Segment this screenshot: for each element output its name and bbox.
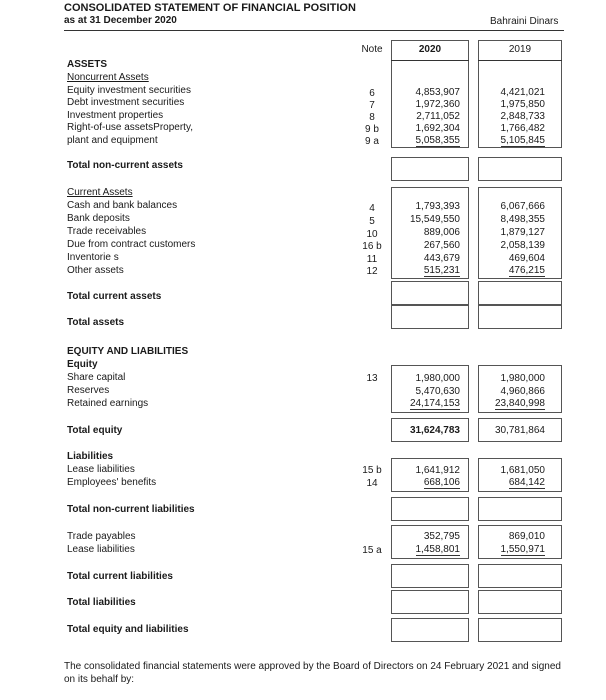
row-value-2020: 1,692,304: [415, 123, 460, 134]
row-label: Equity investment securities: [67, 85, 191, 96]
row-value-2019: 5,105,845: [500, 135, 545, 146]
box-2019-total-eq-liab: [478, 618, 562, 642]
total-current-assets-label: Total current assets: [67, 291, 162, 302]
row-value-2020: 15,549,550: [409, 214, 460, 225]
row-label: Other assets: [67, 265, 124, 276]
box-2020-total-liab: [391, 590, 469, 614]
equity-liabilities-heading: EQUITY AND LIABILITIES: [67, 346, 189, 357]
row-value-2020: 1,972,360: [415, 99, 460, 110]
row-value-2019: 1,766,482: [500, 123, 545, 134]
header-rule: [64, 30, 564, 31]
box-2020-total-noncurrent: [391, 157, 469, 181]
box-2019-total-nc-liab: [478, 497, 562, 521]
row-value-2020: 889,006: [423, 227, 460, 238]
equity-subheading: Equity: [67, 359, 98, 370]
row-value-2020: 1,793,393: [415, 201, 460, 212]
box-2020-total-eq-liab: [391, 618, 469, 642]
row-note: 9 b: [365, 124, 379, 135]
row-note: 12: [366, 266, 378, 277]
row-value-2019: 2,058,139: [500, 240, 545, 251]
row-value-2019: 476,215: [508, 265, 545, 276]
row-note: 8: [369, 112, 375, 123]
row-label: Employees' benefits: [67, 477, 157, 488]
box-2019-total-liab: [478, 590, 562, 614]
row-label: Trade receivables: [67, 226, 147, 237]
header-underline-2019: [478, 60, 562, 61]
row-value-2020: 4,853,907: [415, 87, 460, 98]
row-label: Reserves: [67, 385, 110, 396]
statement-date: as at 31 December 2020: [64, 15, 177, 26]
row-note: 4: [369, 203, 375, 214]
total-equity-2020: 31,624,783: [409, 425, 460, 436]
row-note: 6: [369, 88, 375, 99]
total-noncurrent-assets-label: Total non-current assets: [67, 160, 183, 171]
row-value-2019: 4,421,021: [500, 87, 545, 98]
total-equity-liabilities-label: Total equity and liabilities: [67, 624, 189, 635]
box-2020-total-assets: [391, 305, 469, 329]
row-value-2020: 1,980,000: [415, 373, 460, 384]
row-value-2019: 1,975,850: [500, 99, 545, 110]
total-equity-label: Total equity: [67, 425, 123, 436]
noncurrent-assets-heading: Noncurrent Assets: [67, 72, 149, 83]
row-value-2020: 668,106: [423, 477, 460, 488]
row-value-2019: 1,879,127: [500, 227, 545, 238]
row-value-2020: 1,641,912: [415, 465, 460, 476]
row-note: 11: [366, 254, 378, 265]
row-label: Bank deposits: [67, 213, 130, 224]
row-value-2019: 4,960,866: [500, 386, 545, 397]
row-label: Retained earnings: [67, 398, 149, 409]
row-value-2020: 352,795: [423, 531, 460, 542]
row-label: Lease liabilities: [67, 464, 135, 475]
row-note: 15 b: [362, 465, 382, 476]
row-label: Lease liabilities: [67, 544, 135, 555]
row-label: Trade payables: [67, 531, 136, 542]
row-label: Share capital: [67, 372, 126, 383]
row-note: 9 a: [365, 136, 379, 147]
row-label: Inventorie s: [67, 252, 119, 263]
row-value-2020: 443,679: [423, 253, 460, 264]
approval-note: The consolidated financial statements were approved by the Board of Directors on 24 February 2021 and signed on its behalf by:: [64, 661, 561, 685]
row-label: plant and equipment: [67, 135, 158, 146]
assets-heading: ASSETS: [67, 59, 108, 70]
box-2019-total-current-liab: [478, 564, 562, 588]
row-value-2019: 869,010: [508, 531, 545, 542]
row-value-2020: 5,470,630: [415, 386, 460, 397]
row-note: 5: [369, 216, 375, 227]
row-value-2020: 2,711,052: [416, 111, 460, 122]
row-value-2019: 1,980,000: [500, 373, 545, 384]
year-2020-header: 2020: [418, 44, 442, 55]
total-liabilities-label: Total liabilities: [67, 597, 136, 608]
total-noncurrent-liabilities-label: Total non-current liabilities: [67, 504, 195, 515]
row-label: Investment properties: [67, 110, 164, 121]
row-value-2020: 5,058,355: [415, 135, 460, 146]
row-value-2019: 6,067,666: [500, 201, 545, 212]
row-note: 14: [366, 478, 378, 489]
row-value-2020: 267,560: [423, 240, 460, 251]
row-label: Debt investment securities: [67, 97, 185, 108]
header-underline-2020: [391, 60, 469, 61]
row-value-2019: 23,840,998: [494, 398, 545, 409]
row-note: 16 b: [362, 241, 382, 252]
row-label: Due from contract customers: [67, 239, 196, 250]
row-note: 15 a: [362, 545, 382, 556]
row-value-2019: 469,604: [508, 253, 545, 264]
row-value-2019: 2,848,733: [500, 111, 545, 122]
box-2019-total-assets: [478, 305, 562, 329]
box-2020-total-nc-liab: [391, 497, 469, 521]
total-equity-2019: 30,781,864: [494, 425, 545, 436]
row-value-2019: 1,681,050: [500, 465, 545, 476]
year-2019-header: 2019: [508, 44, 532, 55]
row-value-2019: 8,498,355: [500, 214, 545, 225]
total-assets-label: Total assets: [67, 317, 125, 328]
row-note: 13: [366, 373, 378, 384]
liabilities-heading: Liabilities: [67, 451, 114, 462]
box-2020-total-current-liab: [391, 564, 469, 588]
row-note: 7: [369, 100, 375, 111]
box-2019-total-current: [478, 281, 562, 305]
row-value-2019: 684,142: [508, 477, 545, 488]
row-value-2019: 1,550,971: [500, 544, 545, 555]
row-value-2020: 24,174,153: [409, 398, 460, 409]
statement-title: CONSOLIDATED STATEMENT OF FINANCIAL POSITION: [64, 2, 356, 14]
row-label: Cash and bank balances: [67, 200, 178, 211]
row-value-2020: 1,458,801: [415, 544, 460, 555]
total-current-liabilities-label: Total current liabilities: [67, 571, 173, 582]
box-2020-total-current: [391, 281, 469, 305]
row-value-2020: 515,231: [423, 265, 460, 276]
row-note: 10: [366, 229, 378, 240]
note-column-header: Note: [361, 44, 383, 55]
currency-label: Bahraini Dinars: [490, 16, 559, 27]
current-assets-heading: Current Assets: [67, 187, 133, 198]
box-2019-total-noncurrent: [478, 157, 562, 181]
row-label: Right-of-use assetsProperty,: [67, 122, 193, 133]
